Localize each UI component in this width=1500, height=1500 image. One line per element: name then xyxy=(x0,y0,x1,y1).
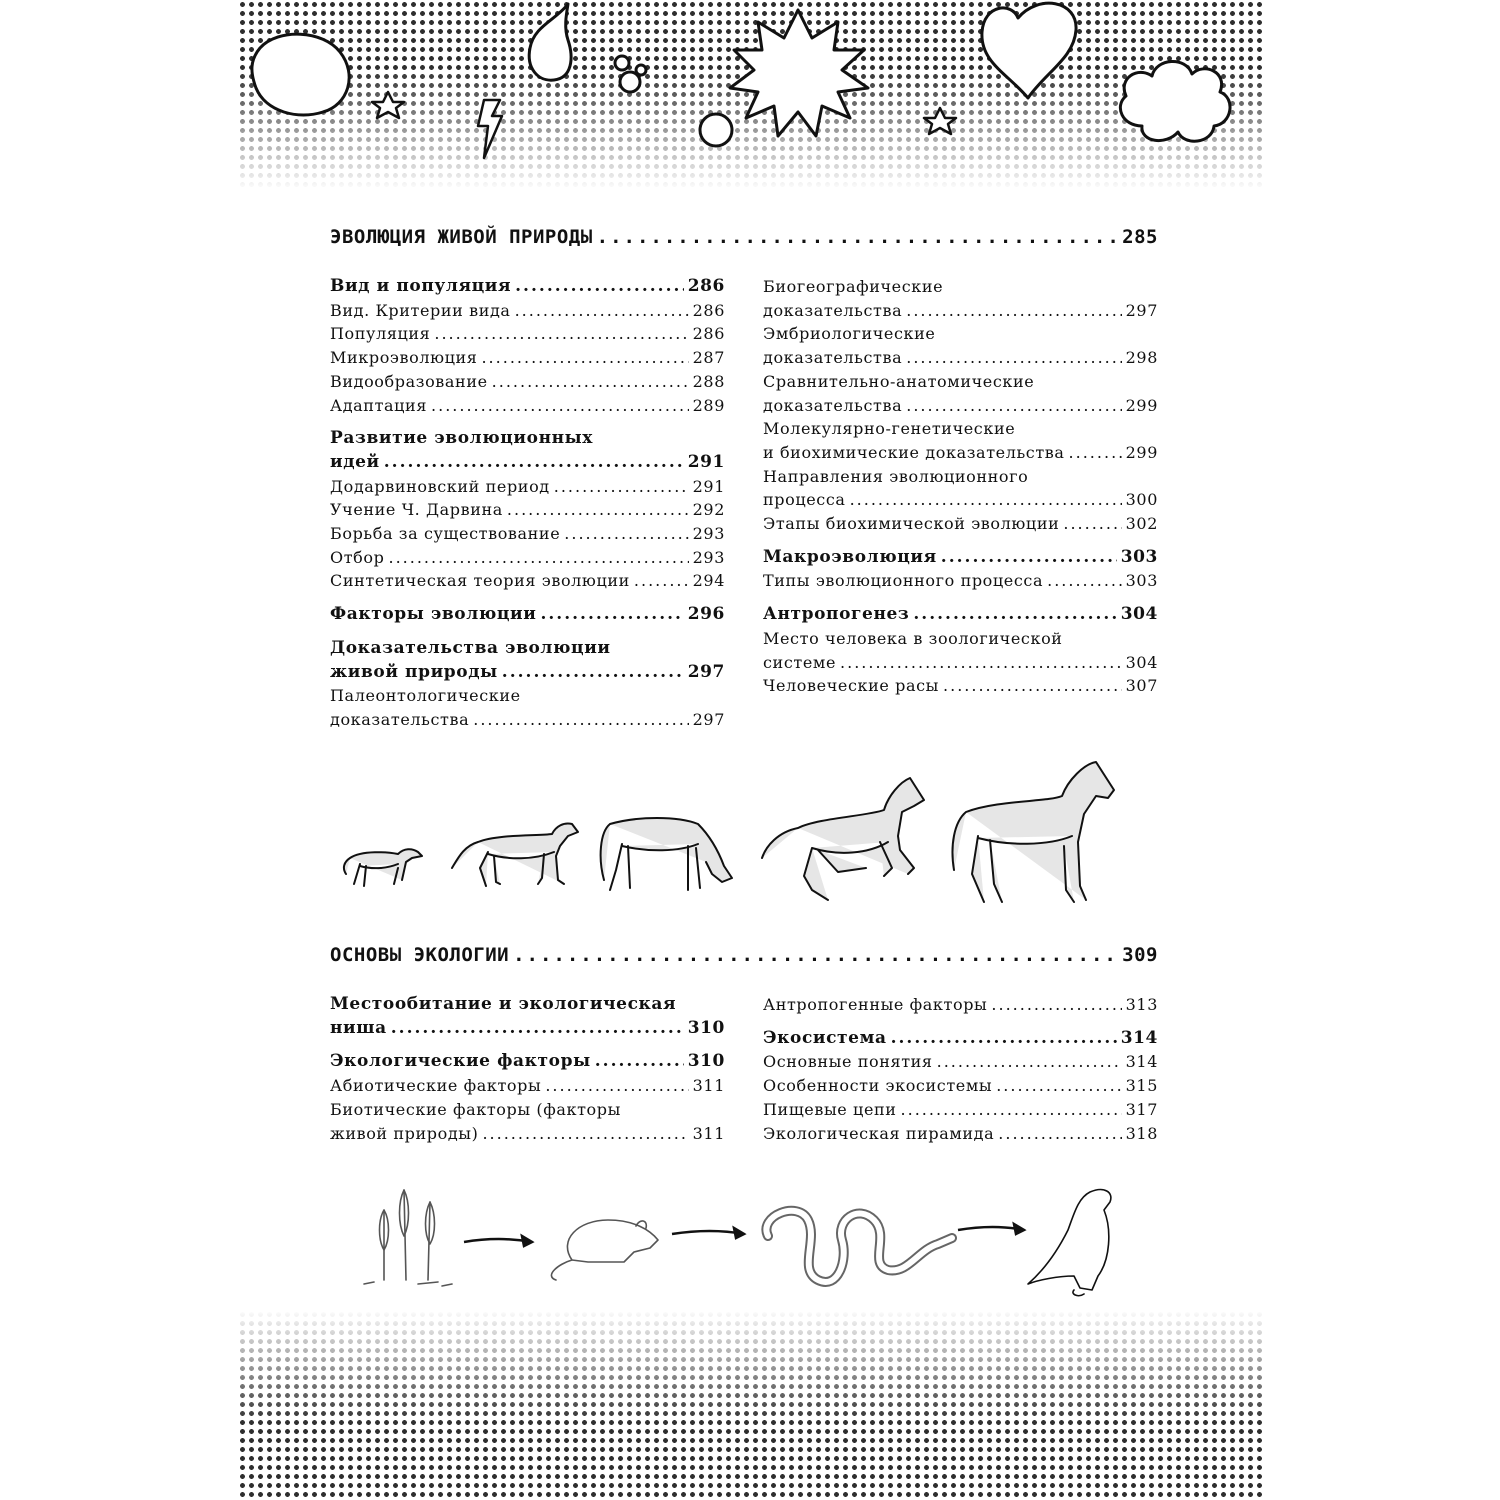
toc-page-number: 297 xyxy=(1125,300,1158,320)
toc-entry-title: Экосистема xyxy=(763,1027,887,1048)
toc-entry[interactable] xyxy=(330,1050,725,1074)
leader-dots xyxy=(513,944,1118,966)
toc-entry[interactable] xyxy=(330,370,725,394)
toc-entry-line: Развитие эволюционных xyxy=(330,428,594,449)
toc-entry[interactable] xyxy=(763,1122,1158,1146)
toc-entry-title: Этапы биохимической эволюции xyxy=(763,514,1060,534)
toc-page-number: 286 xyxy=(692,324,725,344)
toc-entry-line: Биотические факторы (факторы xyxy=(330,1099,621,1119)
toc-page-number: 314 xyxy=(1125,1052,1158,1072)
toc-entry-line: Направления эволюционного xyxy=(763,466,1029,486)
halftone-footer xyxy=(238,1310,1262,1500)
toc-entry-title: системе xyxy=(763,652,837,672)
toc-entry-line: Молекулярно-генетические xyxy=(763,419,1016,439)
leader-dots xyxy=(554,475,689,499)
blob-shape-icon xyxy=(252,34,349,115)
toc-entry[interactable] xyxy=(330,275,725,299)
toc-entry-title: Антропогенез xyxy=(763,604,910,625)
explosion-burst-icon xyxy=(730,10,868,136)
toc-column-right xyxy=(763,993,1158,1145)
toc-entry[interactable] xyxy=(330,1074,725,1098)
toc-page-number: 298 xyxy=(1125,348,1158,368)
toc-column-left xyxy=(330,275,725,732)
wheat-icon xyxy=(364,1190,452,1286)
toc-page-number: 303 xyxy=(1120,546,1158,567)
leader-dots xyxy=(391,1017,684,1041)
toc-column-right xyxy=(763,275,1158,698)
toc-entry-title: доказательства xyxy=(763,395,903,415)
leader-dots xyxy=(595,1050,684,1074)
leader-dots xyxy=(906,346,1121,370)
snake-icon xyxy=(766,1211,952,1282)
leader-dots xyxy=(481,346,688,370)
section-page-number: 285 xyxy=(1122,226,1158,248)
toc-entry[interactable] xyxy=(763,512,1158,536)
toc-entry-title: Додарвиновский период xyxy=(330,476,550,496)
toc-entry[interactable] xyxy=(330,546,725,570)
toc-page-number: 304 xyxy=(1125,652,1158,672)
toc-entry[interactable] xyxy=(330,475,725,499)
leader-dots xyxy=(891,1027,1117,1051)
pliohippus-icon xyxy=(762,778,924,900)
toc-entry-title: и биохимические доказательства xyxy=(763,442,1065,462)
toc-page-number: 289 xyxy=(692,395,725,415)
toc-page-number: 311 xyxy=(692,1076,725,1096)
toc-column-left xyxy=(330,993,725,1145)
toc-entry[interactable] xyxy=(763,993,1158,1017)
toc-entry[interactable] xyxy=(330,603,725,627)
merychippus-icon xyxy=(601,818,732,890)
toc-entry[interactable] xyxy=(763,569,1158,593)
toc-entry-line: Палеонтологические xyxy=(330,686,521,706)
toc-page-number: 318 xyxy=(1125,1123,1158,1143)
toc-page-number: 292 xyxy=(692,500,725,520)
toc-entry-line: Место человека в зоологической xyxy=(763,628,1063,648)
toc-page-number: 297 xyxy=(692,709,725,729)
toc-page-number: 317 xyxy=(1125,1099,1158,1119)
toc-page-number: 311 xyxy=(692,1123,725,1143)
toc-entry-title: Видообразование xyxy=(330,371,488,391)
toc-entry-line: Сравнительно-анатомические xyxy=(763,371,1035,391)
toc-page-number: 297 xyxy=(687,661,725,682)
toc-entry-title: Факторы эволюции xyxy=(330,604,537,625)
toc-entry-title: Антропогенные факторы xyxy=(763,995,988,1014)
toc-page-number: 286 xyxy=(692,300,725,320)
toc-page-number: 293 xyxy=(692,547,725,567)
toc-entry-title: Пищевые цепи xyxy=(763,1099,897,1119)
falcon-icon xyxy=(1028,1190,1111,1296)
leader-dots xyxy=(840,651,1122,675)
toc-entry-title: Экологическая пирамида xyxy=(763,1123,995,1143)
leader-dots xyxy=(473,708,688,732)
toc-entry[interactable] xyxy=(330,322,725,346)
toc-entry-title: Особенности экосистемы xyxy=(763,1076,993,1096)
toc-entry[interactable] xyxy=(330,661,725,685)
toc-entry-title: Макроэволюция xyxy=(763,546,937,567)
horse-evolution-illustration xyxy=(238,750,1262,920)
leader-dots xyxy=(906,394,1121,418)
section-heading[interactable] xyxy=(330,226,1158,248)
leader-dots xyxy=(937,1050,1122,1074)
star-icon xyxy=(372,92,404,118)
toc-entry-title: Отбор xyxy=(330,547,385,567)
toc-entry-title: Борьба за существование xyxy=(330,524,561,544)
toc-page-number: 291 xyxy=(692,476,725,496)
toc-entry-title: доказательства xyxy=(330,709,470,729)
toc-entry[interactable] xyxy=(330,708,725,732)
leader-dots xyxy=(906,299,1121,323)
leader-dots xyxy=(850,488,1122,512)
toc-entry-title: Типы эволюционного процесса xyxy=(763,571,1044,591)
bubble-small-icon xyxy=(615,56,629,70)
toc-page-number: 293 xyxy=(692,524,725,544)
toc-entry[interactable] xyxy=(763,1098,1158,1122)
toc-entry-title: живой природы) xyxy=(330,1123,479,1143)
mesohippus-icon xyxy=(452,823,578,886)
toc-entry[interactable] xyxy=(330,394,725,418)
toc-entry-line: Эмбриологические xyxy=(763,324,936,344)
cloud-icon xyxy=(1120,61,1230,141)
toc-entry-title: Экологические факторы xyxy=(330,1051,591,1072)
toc-page-number: 304 xyxy=(1120,604,1158,625)
toc-page-number: 291 xyxy=(687,451,725,472)
toc-entry-title: Микроэволюция xyxy=(330,348,478,368)
toc-page-number: 310 xyxy=(687,1051,725,1072)
toc-entry[interactable] xyxy=(763,441,1158,465)
toc-page xyxy=(238,0,1262,1500)
leader-dots xyxy=(515,299,689,323)
leader-dots xyxy=(1069,441,1122,465)
food-chain-illustration xyxy=(238,1180,1262,1310)
toc-entry[interactable] xyxy=(763,651,1158,675)
toc-entry-line: Биогеографические xyxy=(763,277,944,296)
bubble-tiny-icon xyxy=(636,65,646,75)
leader-dots xyxy=(482,1122,688,1146)
leader-dots xyxy=(998,1122,1121,1146)
leader-dots xyxy=(540,603,683,627)
toc-page-number: 300 xyxy=(1125,490,1158,510)
toc-page-number: 307 xyxy=(1125,676,1158,696)
toc-entry[interactable] xyxy=(330,451,725,475)
toc-entry[interactable] xyxy=(763,1074,1158,1098)
toc-entry[interactable] xyxy=(763,346,1158,370)
toc-entry[interactable] xyxy=(763,1050,1158,1074)
toc-entry[interactable] xyxy=(763,546,1158,570)
toc-entry-title: Вид и популяция xyxy=(330,276,512,296)
toc-entry[interactable] xyxy=(330,498,725,522)
toc-page-number: 303 xyxy=(1125,571,1158,591)
leader-dots xyxy=(1047,569,1122,593)
equus-icon xyxy=(953,762,1115,902)
toc-entry-title: Синтетическая теория эволюции xyxy=(330,571,630,591)
leader-dots xyxy=(384,451,684,475)
leader-dots xyxy=(431,394,689,418)
toc-entry[interactable] xyxy=(330,1017,725,1041)
leader-dots xyxy=(991,993,1121,1017)
toc-entry-title: Адаптация xyxy=(330,395,428,415)
arrow-right-icon xyxy=(672,1231,744,1234)
leader-dots xyxy=(434,322,688,346)
comic-shapes-decoration xyxy=(238,0,1262,190)
toc-entry-title: Основные понятия xyxy=(763,1052,933,1072)
section-title: ОСНОВЫ ЭКОЛОГИИ xyxy=(330,944,510,966)
toc-entry[interactable] xyxy=(763,488,1158,512)
toc-page-number: 315 xyxy=(1125,1076,1158,1096)
leader-dots xyxy=(507,498,689,522)
lightning-icon xyxy=(478,100,502,158)
ring-icon xyxy=(700,114,732,146)
star-icon xyxy=(924,108,956,134)
toc-entry[interactable] xyxy=(330,569,725,593)
section-heading[interactable] xyxy=(330,944,1158,966)
leader-dots xyxy=(1063,512,1121,536)
toc-page-number: 296 xyxy=(687,604,725,625)
leader-dots xyxy=(634,569,689,593)
toc-page-number: 288 xyxy=(692,371,725,391)
leader-dots xyxy=(492,370,689,394)
toc-page-number: 299 xyxy=(1125,442,1158,462)
toc-entry[interactable] xyxy=(763,299,1158,323)
toc-entry[interactable] xyxy=(763,1027,1158,1051)
toc-entry-line: Доказательства эволюции xyxy=(330,637,611,658)
leader-dots xyxy=(996,1074,1121,1098)
toc-entry[interactable] xyxy=(330,1122,725,1146)
toc-page-number: 299 xyxy=(1125,395,1158,415)
toc-entry-title: Абиотические факторы xyxy=(330,1076,542,1096)
leader-dots xyxy=(941,546,1117,570)
toc-entry-title: ниша xyxy=(330,1017,387,1038)
toc-entry[interactable] xyxy=(330,522,725,546)
leader-dots xyxy=(515,275,684,299)
leader-dots xyxy=(545,1074,688,1098)
toc-page-number: 314 xyxy=(1120,1027,1158,1048)
section-title: ЭВОЛЮЦИЯ ЖИВОЙ ПРИРОДЫ xyxy=(330,226,593,248)
toc-entry-title: живой природы xyxy=(330,661,498,682)
toc-entry[interactable] xyxy=(763,603,1158,627)
toc-entry-title: Учение Ч. Дарвина xyxy=(330,500,503,520)
eohippus-icon xyxy=(344,849,422,886)
leader-dots xyxy=(913,603,1116,627)
leader-dots xyxy=(597,226,1119,248)
toc-entry-title: Человеческие расы xyxy=(763,676,940,696)
leader-dots xyxy=(502,661,684,685)
toc-entry[interactable] xyxy=(763,394,1158,418)
leader-dots xyxy=(943,674,1122,698)
toc-page-number: 287 xyxy=(692,348,725,368)
heart-icon xyxy=(982,3,1076,98)
section-page-number: 309 xyxy=(1122,944,1158,966)
toc-entry[interactable] xyxy=(330,346,725,370)
leader-dots xyxy=(388,546,688,570)
toc-entry-title: Популяция xyxy=(330,324,431,344)
toc-entry-title: процесса xyxy=(763,490,846,510)
toc-entry[interactable] xyxy=(330,299,725,323)
toc-entry-title: Вид. Критерии вида xyxy=(330,300,511,320)
toc-page-number: 302 xyxy=(1125,514,1158,534)
toc-entry-title: доказательства xyxy=(763,348,903,368)
toc-entry-line: Местообитание и экологическая xyxy=(330,994,677,1014)
toc-entry[interactable] xyxy=(763,674,1158,698)
leader-dots xyxy=(564,522,688,546)
toc-entry-title: доказательства xyxy=(763,300,903,320)
toc-page-number: 294 xyxy=(692,571,725,591)
mouse-icon xyxy=(551,1220,658,1280)
drop-shape-icon xyxy=(529,4,571,80)
toc-page-number: 313 xyxy=(1125,995,1158,1014)
leader-dots xyxy=(901,1098,1122,1122)
toc-page-number: 286 xyxy=(687,276,725,296)
toc-page-number: 310 xyxy=(687,1017,725,1038)
toc-entry-title: идей xyxy=(330,451,380,472)
